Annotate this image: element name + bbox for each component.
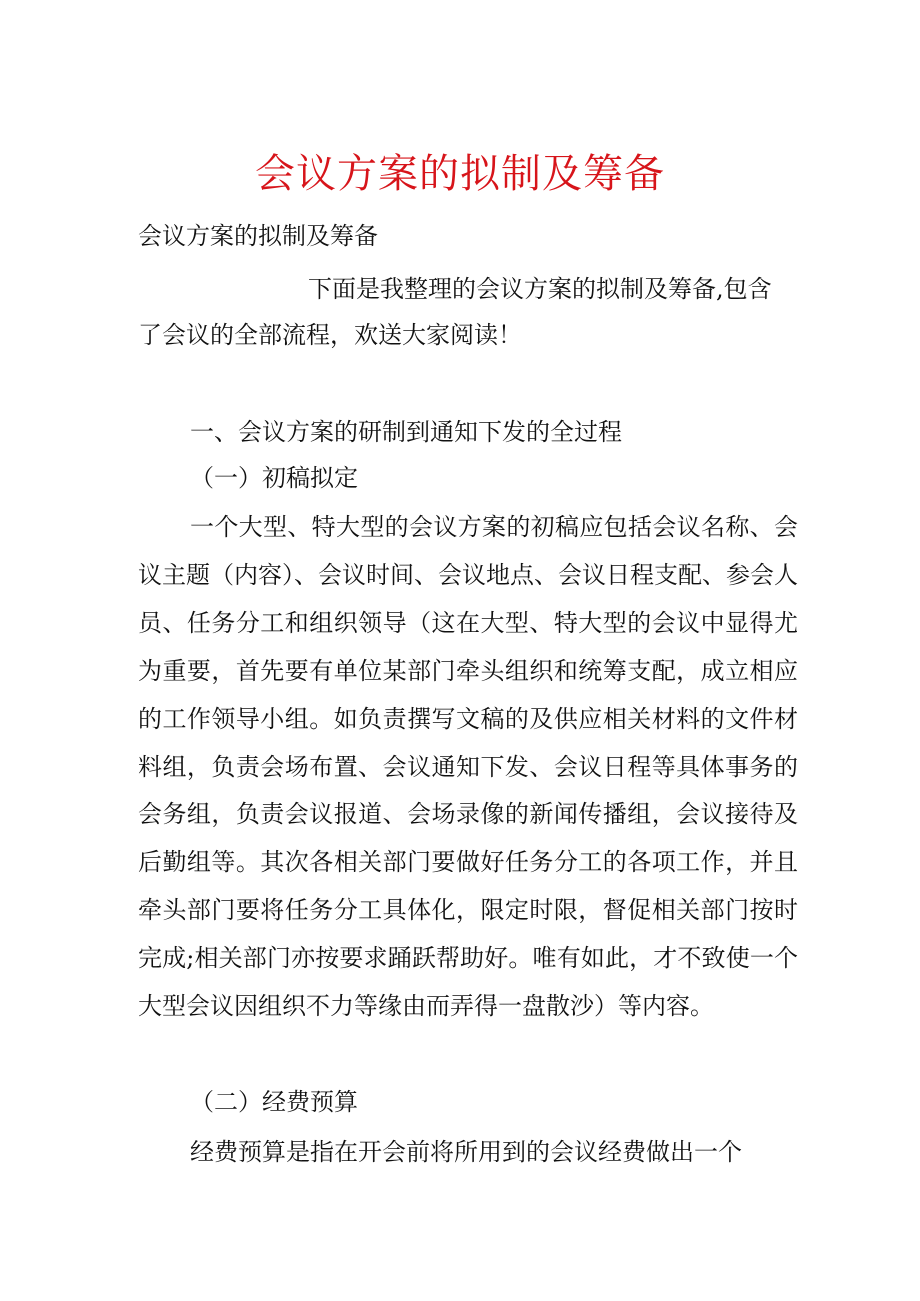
document-subtitle: 会议方案的拟制及筹备 [138,222,378,250]
subsection-heading-draft: （一）初稿拟定 [190,464,358,492]
subsection-heading-budget: （二）经费预算 [190,1088,358,1116]
document-title: 会议方案的拟制及筹备 [255,151,665,197]
section-heading-1: 一、会议方案的研制到通知下发的全过程 [190,418,622,446]
body-paragraph-draft: 一个大型、特大型的会议方案的初稿应包括会议名称、会议主题（内容）、会议时间、会议地点、会议日程支配、参会人员、任务分工和组织领导（这在大型、特大型的会议中显得尤为重要，首先要有单位某部门牵头组织和统筹支配，成立相应的工作领导小组。如负责撰写文稿的及供应相关材料的文件材料组，负责会场布置、会议通知下发、会议日程等具体事务的会务组，负责会议报道、会场录像的新闻传播组，会议接待及后勤组等。其次各相关部门要做好任务分工的各项工作，并且牵头部门要将任务分工具体化，限定时限，督促相关部门按时完成;相关部门亦按要求踊跃帮助好。唯有如此，才不致使一个大型会议因组织不力等缘由而弄得一盘散沙）等内容。 [138,513,798,1021]
body-paragraph-budget: 经费预算是指在开会前将所用到的会议经费做出一个 [190,1138,742,1166]
intro-paragraph: 下面是我整理的会议方案的拟制及筹备,包含了会议的全部流程，欢送大家阅读！ [138,275,772,349]
